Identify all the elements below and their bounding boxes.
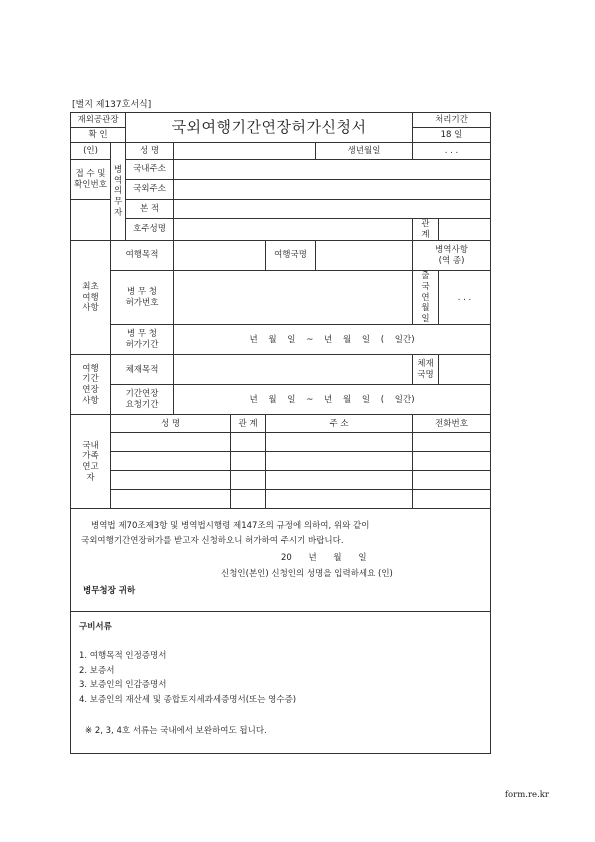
processing-period-value: 18 일 [413,128,491,143]
office-confirm-line1: 재외공관장 [71,113,126,128]
declaration-block [71,509,491,612]
document-item: 2. 보증서 [79,665,115,676]
household-head-field[interactable] [174,219,413,241]
family-address-cell[interactable] [266,471,413,490]
departure-label-line1: 출 국 [421,271,430,292]
family-header-address: 주 소 [266,415,413,433]
applicant-group-label: 병 역 의 무 자 [111,143,126,241]
departure-date-field[interactable]: . . . [439,271,491,325]
receipt-label-line2: 확인번호 [74,179,107,190]
permit-number-label [111,271,174,325]
declaration-line1: 병역법 제70조제3항 및 병역법시행령 제147조의 규정에 의하여, 위와 같이 [91,521,370,532]
permit-period-label-line1: 병 무 청 [126,329,158,340]
travel-purpose-field[interactable] [174,241,266,271]
stay-purpose-field[interactable] [174,355,413,385]
addressee: 병무청장 귀하 [83,585,136,596]
requested-period-label-line1: 기간연장 [125,389,159,400]
departure-label-line2: 연 월 일 [421,292,430,324]
permit-number-label-line1: 병 무 청 [126,287,158,298]
footer-url: form.re.kr [504,790,549,800]
initial-travel-group-label: 최초 여행 사항 [71,241,111,355]
family-address-cell[interactable] [266,452,413,471]
travel-purpose-label: 여행목적 [111,241,174,271]
permit-period-field[interactable]: 년 월 일 ~ 년 월 일 ( 일간) [174,325,491,355]
permit-number-field[interactable] [174,271,413,325]
family-phone-cell[interactable] [413,433,491,452]
stay-country-label: 체재국명 [413,355,439,385]
family-relation-cell[interactable] [231,433,266,452]
receipt-number-label [71,160,111,200]
name-field[interactable] [174,143,316,160]
required-documents-block [71,612,491,754]
family-address-cell[interactable] [266,433,413,452]
requested-period-field[interactable]: 년 월 일 ~ 년 월 일 ( 일간) [174,385,491,415]
domestic-address-field[interactable] [174,160,491,180]
extension-group-label: 여행 기간 연장 사항 [71,355,111,415]
family-name-cell[interactable] [111,433,231,452]
processing-period-label: 처리기간 [413,113,491,128]
family-address-cell[interactable] [266,490,413,509]
family-header-phone: 전화번호 [413,415,491,433]
military-status-label [413,241,491,271]
seal-mark: (인) [71,143,111,160]
declaration-line2: 국외여행기간연장허가를 받고자 신청하오니 허가하여 주시기 바랍니다. [81,536,344,546]
family-relation-cell[interactable] [231,490,266,509]
stay-country-field[interactable] [439,355,491,385]
family-name-cell[interactable] [111,452,231,471]
permit-number-label-line2: 허가번호 [125,297,159,308]
family-group-label: 국내 가족 연고 자 [71,415,111,509]
travel-country-label: 여행국명 [266,241,316,271]
family-row [71,452,491,471]
requested-period-label [111,385,174,415]
family-header-relation: 관 계 [231,415,266,433]
applicant-signature[interactable]: 신청인(본인) 신청인의 성명을 입력하세요 (인) [221,569,393,580]
household-head-label: 호주성명 [126,219,174,241]
document-item: 3. 보증인의 인감증명서 [79,680,167,691]
family-row [71,490,491,509]
permit-period-label-line2: 허가기간 [125,339,159,350]
birth-label: 생년월일 [316,143,413,160]
stay-purpose-label: 체재목적 [111,355,174,385]
form-code: [별지 제137호서식] [72,100,152,110]
foreign-address-field[interactable] [174,180,491,200]
family-phone-cell[interactable] [413,490,491,509]
departure-date-label [413,271,439,325]
family-name-cell[interactable] [111,471,231,490]
birth-field[interactable]: . . . [413,143,491,160]
document-item: 1. 여행목적 인정증명서 [79,651,167,661]
foreign-address-label: 국외주소 [126,180,174,200]
family-relation-cell[interactable] [231,452,266,471]
documents-note: ※ 2, 3, 4호 서류는 국내에서 보완하여도 됩니다. [85,725,267,736]
family-name-cell[interactable] [111,490,231,509]
relation-field[interactable] [439,219,491,241]
family-row [71,471,491,490]
family-phone-cell[interactable] [413,471,491,490]
family-phone-cell[interactable] [413,452,491,471]
origin-label: 본 적 [126,200,174,219]
family-header-name: 성 명 [111,415,231,433]
domestic-address-label: 국내주소 [126,160,174,180]
receipt-label-line1: 접 수 및 [75,168,106,179]
permit-period-label [111,325,174,355]
travel-country-field[interactable] [316,241,413,271]
receipt-number-field[interactable] [71,200,111,241]
name-label: 성 명 [126,143,174,160]
origin-field[interactable] [174,200,491,219]
family-row [71,433,491,452]
required-documents-heading: 구비서류 [79,622,112,633]
requested-period-label-line2: 요청기간 [125,399,159,410]
military-status-label-line2: (역 종) [438,255,465,266]
application-form [70,112,491,754]
military-status-label-line1: 병역사항 [435,245,468,256]
relation-label: 관 계 [413,219,439,241]
document-item: 4. 보증인의 재산세 및 종합토지세과세증명서(또는 영수증) [79,694,297,705]
declaration-date[interactable]: 20 년 월 일 [281,552,367,563]
family-relation-cell[interactable] [231,471,266,490]
office-confirm-line2: 확 인 [71,128,126,143]
form-title: 국외여행기간연장허가신청서 [126,113,413,143]
